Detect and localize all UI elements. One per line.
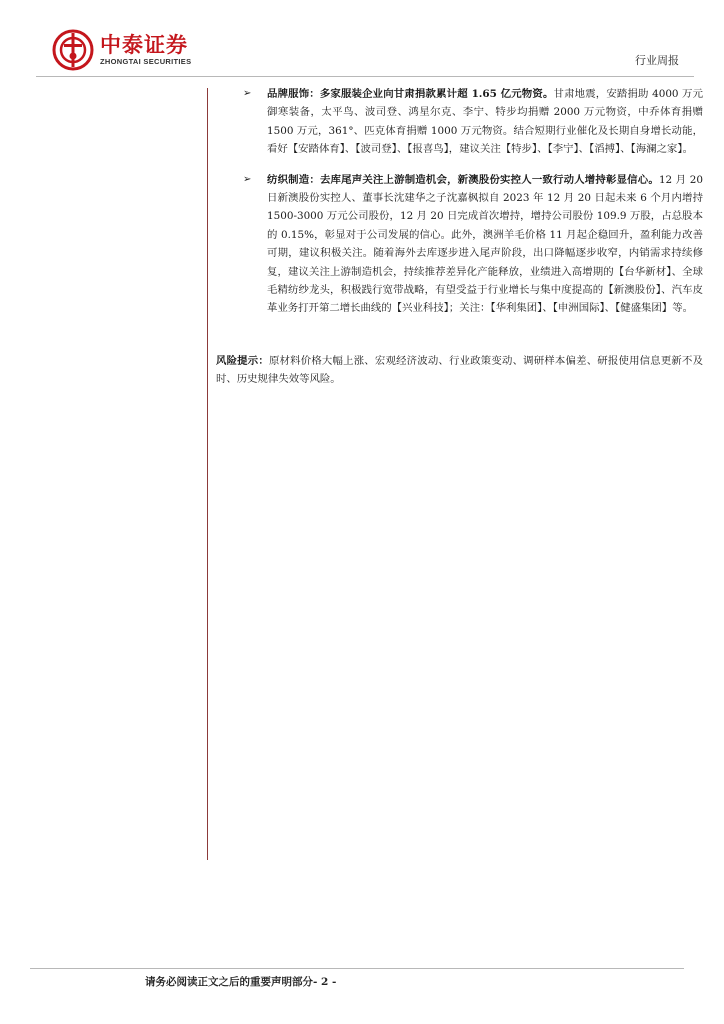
bullet-title: 品牌服饰：多家服装企业向甘肃捐款累计超 1.65 亿元物资。 (267, 88, 554, 100)
arrow-bullet-icon: ➢ (243, 88, 252, 99)
risk-label: 风险提示： (216, 355, 269, 367)
zhongtai-logo-icon (52, 29, 94, 71)
footer (145, 974, 336, 989)
risk-text: 原材料价格大幅上涨、宏观经济波动、行业政策变动、调研样本偏差、研报使用信息更新不及时、历史规律失效等风险。 (216, 355, 704, 386)
bullet-title: 纺织制造：去库尾声关注上游制造机会，新澳股份实控人一致行动人增持彰显信心。 (267, 173, 659, 186)
risk-warning (216, 352, 703, 389)
bullet-body: 12 月 20 日新澳股份实控人、董事长沈建华之子沈嘉枫拟自 2023 年 12 月 20 日起未来 6 个月内增持 1500-3000 万元公司股份，12 月 20 日完成首次增持，增持公司股份 109.9 万股，占总股本的 0.15%，彰显对于公司发展的信心。此外，澳洲羊毛价格 11 月起企稳回升，盈利能力改善可期，建议积极关注。随着海外去库逐步进入尾声阶段，出口降幅逐步收窄，内销需求持续修复，建议关注上游制造机会，持续推荐差异化产能释放，业绩进入高增期的【台华新材】、全球毛精纺纱龙头，积极践行宽带战略，有望受益于行业增长与集中度提高的【新澳股份】、汽车皮革业务打开第二增长曲线的【兴业科技】；关注：【华利集团】、【申洲国际】、【健盛集团】等。 (267, 173, 703, 315)
logo-text (100, 33, 191, 67)
footer-disclaimer: 请务必阅读正文之后的重要声明部分 (145, 976, 313, 988)
header-divider (36, 76, 694, 77)
report-type: 行业周报 (635, 54, 679, 67)
bullet-brand-apparel (243, 85, 703, 159)
logo-name-en: ZHONGTAI SECURITIES (100, 57, 192, 66)
company-logo (52, 28, 191, 72)
bullet-textile-manufacturing (243, 171, 703, 318)
arrow-bullet-icon: ➢ (243, 173, 252, 185)
page-number: - 2 - (313, 976, 337, 988)
main-content (243, 85, 703, 330)
bullet-body: 甘肃地震，安踏捐助 4000 万元御寒装备，太平鸟、波司登、鸿星尔克、李宁、特步均捐赠 2000 万元物资，中乔体育捐赠 1500 万元，361°、匹克体育捐赠 1000 万元物资。结合短期行业催化及长期自身增长动能，看好【安踏体育】、【波司登】、【报喜鸟】，建议关注【特步】、【李宁】、【滔搏】、【海澜之家】。 (267, 88, 703, 156)
logo-name-cn: 中泰证券 (100, 33, 188, 57)
footer-divider (30, 968, 684, 969)
left-margin-rule (207, 88, 208, 860)
